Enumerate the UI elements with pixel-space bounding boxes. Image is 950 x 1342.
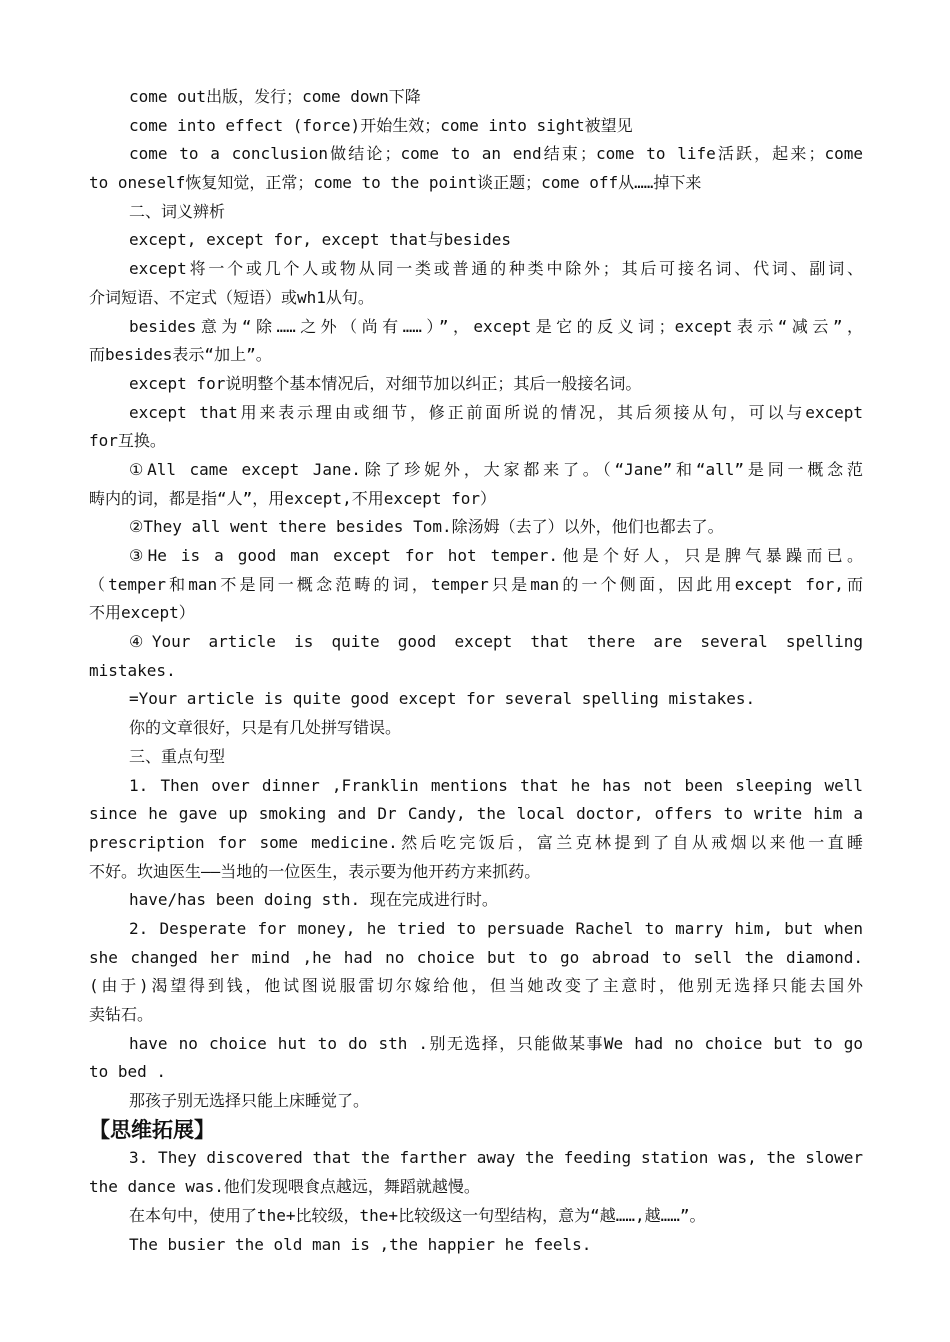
sentence-line: prescription for some medicine.然后吃完饭后，富兰克林提到了自从戒烟以来他一直睡 xyxy=(89,832,863,852)
example-line: 畴内的词，都是指“人”，用except,不用except for） xyxy=(89,488,497,508)
sentence-line: the dance was.他们发现喂食点越远，舞蹈就越慢。 xyxy=(89,1177,480,1197)
sentence-line: (由于)渴望得到钱，他试图说服雷切尔嫁给他，但当她改变了主意时，他别无选择只能去国外 xyxy=(89,976,863,996)
section-heading-expansion: 【思维拓展】 xyxy=(89,1117,215,1142)
sentence-line: to bed . xyxy=(89,1062,167,1082)
example-line: mistakes. xyxy=(89,660,176,680)
example-line: ①All came except Jane.除了珍妮外，大家都来了。（“Jane”和“all”是同一概念范 xyxy=(129,459,863,479)
text-line: come to a conclusion做结论；come to an end结束；come to life活跃，起来；come xyxy=(129,144,863,164)
section-heading: 二、词义辨析 xyxy=(129,201,226,221)
example-line: 不用except） xyxy=(89,603,195,623)
text-line: for互换。 xyxy=(89,431,166,451)
text-line: except将一个或几个人或物从同一类或普通的种类中除外；其后可接名词、代词、副词、 xyxy=(129,259,863,279)
text-line: 介词短语、不定式（短语）或wh1从句。 xyxy=(89,287,374,307)
example-line: ③He is a good man except for hot temper.他是个好人，只是脾气暴躁而已。 xyxy=(129,546,863,565)
example-line: 你的文章很好，只是有几处拼写错误。 xyxy=(129,718,402,738)
text-line: except, except for, except that与besides xyxy=(129,230,512,250)
sentence-line: have/has been doing sth. 现在完成进行时。 xyxy=(129,890,498,910)
text-line: besides意为“除……之外（尚有……）”，except是它的反义词；except表示“减云”， xyxy=(129,316,863,336)
sentence-line: 2. Desperate for money, he tried to persuade Rachel to marry him, but when xyxy=(129,918,863,938)
sentence-line: since he gave up smoking and Dr Candy, the local doctor, offers to write him a xyxy=(89,804,863,824)
sentence-line: 不好。坎迪医生——当地的一位医生，表示要为他开药方来抓药。 xyxy=(89,861,541,881)
example-line: （temper和man不是同一概念范畴的词，temper只是man的一个侧面，因此用except for,而 xyxy=(89,574,863,594)
sentence-line: 那孩子别无选择只能上床睡觉了。 xyxy=(129,1091,370,1111)
text-line: except for说明整个基本情况后，对细节加以纠正；其后一般接名词。 xyxy=(129,373,642,393)
sentence-line: she changed her mind ,he had no choice but to go abroad to sell the diamond. xyxy=(89,947,863,967)
sentence-line: 3. They discovered that the farther away the feeding station was, the slower xyxy=(129,1148,863,1168)
text-line: 而besides表示“加上”。 xyxy=(89,345,272,365)
text-line: come into effect (force)开始生效；come into sight被望见 xyxy=(129,115,633,135)
text-line: except that用来表示理由或细节，修正前面所说的情况，其后须接从句，可以与except xyxy=(129,402,863,422)
sentence-line: 1. Then over dinner ,Franklin mentions that he has not been sleeping well xyxy=(129,775,863,795)
text-line: come out出版，发行；come down下降 xyxy=(129,87,421,106)
sentence-line: 卖钻石。 xyxy=(89,1005,154,1024)
section-heading: 三、重点句型 xyxy=(129,746,226,766)
example-line: ②They all went there besides Tom.除汤姆（去了）以外，他们也都去了。 xyxy=(129,517,724,537)
sentence-line: have no choice hut to do sth .别无选择，只能做某事We had no choice but to go xyxy=(129,1033,863,1053)
document-page xyxy=(89,83,863,1259)
example-line: ④Your article is quite good except that there are several spelling xyxy=(129,632,863,652)
example-line: =Your article is quite good except for several spelling mistakes. xyxy=(129,689,756,709)
sentence-line: 在本句中，使用了the+比较级，the+比较级这一句型结构，意为“越……,越……”。 xyxy=(129,1205,706,1225)
text-line: to oneself恢复知觉，正常；come to the point谈正题；come off从……掉下来 xyxy=(89,173,702,193)
sentence-line: The busier the old man is ,the happier he feels. xyxy=(129,1234,592,1254)
